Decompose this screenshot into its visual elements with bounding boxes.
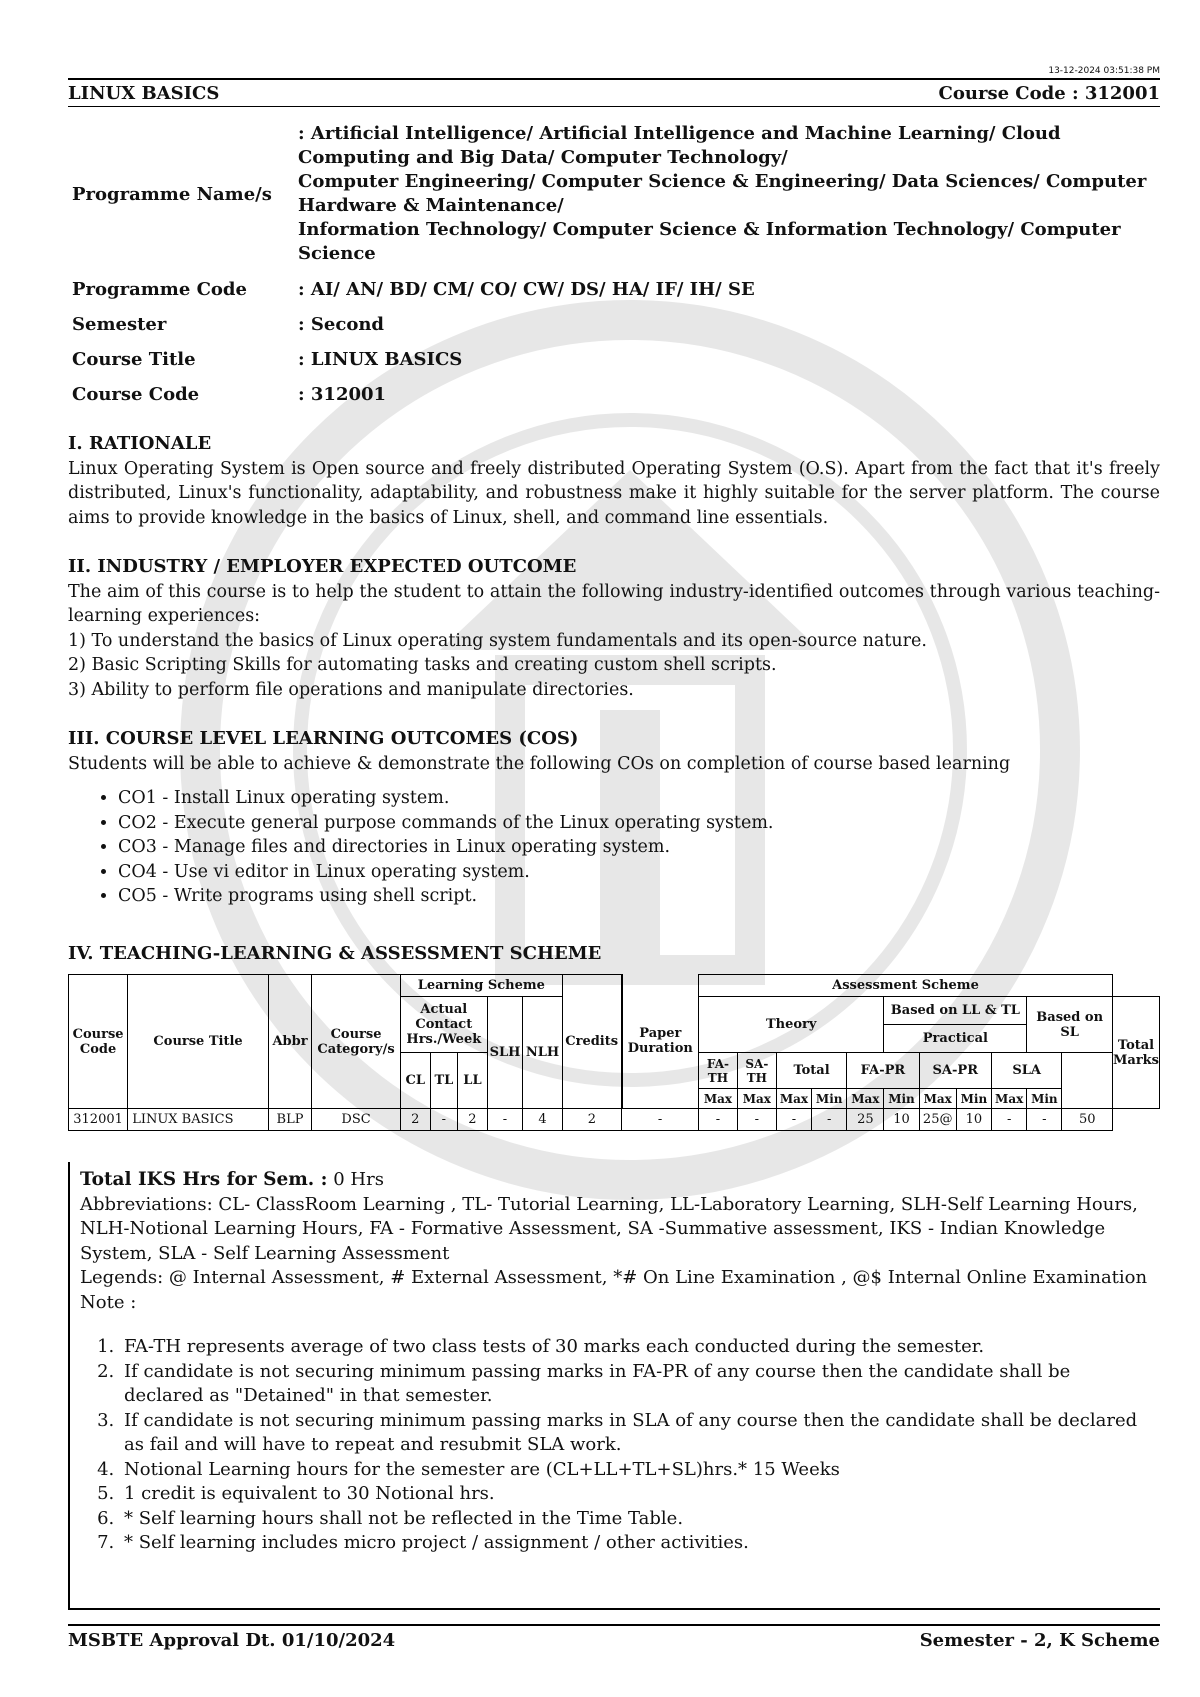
rationale-text: Linux Operating System is Open source and freely distributed Operating System (O.S). Apart from the fact that it's freely distributed, Linux's functionality, adaptability, and robustness make it highly suitable for the server platform. The course aims to provide knowledge in the basics of Linux, shell, and command line essentials. (68, 458, 1160, 528)
notes-block (68, 1162, 1160, 1610)
programme-name-label: Programme Name/s (72, 183, 272, 205)
footer-approval-date: MSBTE Approval Dt. 01/10/2024 (68, 1630, 396, 1651)
industry-item: 2) Basic Scripting Skills for automating tasks and creating custom shell scripts. (68, 655, 777, 675)
industry-outcome-section (68, 555, 1160, 702)
header-course-title: LINUX BASICS (68, 83, 220, 104)
total-iks-value: 0 Hrs (327, 1169, 384, 1190)
th-nlh: NLH (523, 997, 562, 1109)
table-cell: 10 (956, 1109, 991, 1131)
th-paper-duration: Paper Duration (622, 975, 699, 1109)
th-max: Max (991, 1089, 1026, 1109)
section-heading: I. RATIONALE (68, 433, 212, 454)
th-max: Max (776, 1089, 811, 1109)
th-fa-th: FA-TH (698, 1053, 737, 1089)
list-item: 6. * Self learning hours shall not be reflected in the Time Table. (120, 1507, 1150, 1532)
th-max: Max (698, 1089, 737, 1109)
th-min: Min (956, 1089, 991, 1109)
th-total: Total (776, 1053, 846, 1089)
th-sa-th: SA-TH (737, 1053, 776, 1089)
list-item: 1. FA-TH represents average of two class tests of 30 marks each conducted during the semester. (120, 1335, 1150, 1360)
header-divider (68, 106, 1160, 107)
th-sa-pr: SA-PR (919, 1053, 991, 1089)
table-cell: 4 (523, 1109, 562, 1131)
header-course-code: Course Code : 312001 (938, 83, 1160, 104)
table-cell: - (737, 1109, 776, 1131)
table-cell: 25@ (919, 1109, 956, 1131)
course-outcomes-section (68, 727, 1160, 909)
list-item: • CO2 - Execute general purpose commands of the Linux operating system. (118, 811, 1160, 836)
table-cell: - (812, 1109, 847, 1131)
programme-name-value (298, 122, 1162, 266)
table-cell: 50 (1062, 1109, 1113, 1131)
list-item: • CO4 - Use vi editor in Linux operating system. (118, 860, 1160, 885)
info-label: Programme Code (72, 279, 247, 300)
th-category: Course Category/s (312, 975, 401, 1109)
info-label: Semester (72, 314, 167, 335)
teaching-assessment-table (68, 974, 1160, 1131)
section-heading: IV. TEACHING-LEARNING & ASSESSMENT SCHEME (68, 943, 602, 964)
list-item: 5. 1 credit is equivalent to 30 Notional hrs. (120, 1482, 1150, 1507)
info-label: Course Title (72, 349, 196, 370)
programme-line: Computer Engineering/ Computer Science & Engineering/ Data Sciences/ Computer Hardware & Maintenance/ (298, 171, 1147, 216)
th-practical: Practical (884, 1025, 1027, 1053)
note-label: Note : (80, 1291, 137, 1313)
total-iks-label: Total IKS Hrs for Sem. : (80, 1169, 328, 1190)
info-value: : LINUX BASICS (298, 348, 463, 370)
course-info-block (72, 116, 1162, 412)
notes-list (120, 1335, 1150, 1556)
page-footer (68, 1624, 1160, 1651)
page-header (68, 78, 1160, 104)
table-cell: 25 (847, 1109, 884, 1131)
th-based-sl: Based on SL (1027, 997, 1113, 1053)
th-ll: LL (458, 1053, 488, 1109)
table-cell: - (430, 1109, 458, 1131)
table-cell: - (776, 1109, 811, 1131)
th-course-code: Course Code (69, 975, 128, 1109)
th-assessment-scheme: Assessment Scheme (698, 975, 1112, 997)
list-item: 4. Notional Learning hours for the semester are (CL+LL+TL+SL)hrs.* 15 Weeks (120, 1458, 1150, 1483)
outcomes-intro: Students will be able to achieve & demonstrate the following COs on completion of course based learning (68, 753, 1011, 774)
course-title-row (72, 342, 1162, 377)
th-min: Min (884, 1089, 919, 1109)
th-course-title: Course Title (128, 975, 269, 1109)
legends-text: Legends: @ Internal Assessment, # External Assessment, *# On Line Examination , @$ Internal Online Examination (80, 1267, 1148, 1288)
list-item: • CO3 - Manage files and directories in Linux operating system. (118, 835, 1160, 860)
industry-intro: The aim of this course is to help the student to attain the following industry-identified outcomes through various teaching-learning experiences: (68, 581, 1160, 626)
list-item: • CO5 - Write programs using shell script. (118, 884, 1160, 909)
industry-item: 3) Ability to perform file operations and manipulate directories. (68, 679, 634, 700)
list-item: 2. If candidate is not securing minimum passing marks in FA-PR of any course then the candidate shall be declared as "Detained" in that semester. (120, 1360, 1150, 1409)
th-total-marks: Total Marks (1113, 997, 1160, 1109)
th-theory: Theory (698, 997, 883, 1053)
table-cell: 2 (458, 1109, 488, 1131)
list-item: • CO1 - Install Linux operating system. (118, 786, 1160, 811)
print-timestamp: 13-12-2024 03:51:38 PM (1048, 66, 1160, 76)
th-actual-contact: Actual Contact Hrs./Week (400, 997, 487, 1053)
list-item: 3. If candidate is not securing minimum passing marks in SLA of any course then the candidate shall be declared as fail and will have to repeat and resubmit SLA work. (120, 1409, 1150, 1458)
info-label: Course Code (72, 384, 200, 405)
list-item: 7. * Self learning includes micro project / assignment / other activities. (120, 1531, 1150, 1556)
th-fa-pr: FA-PR (847, 1053, 919, 1089)
th-max: Max (919, 1089, 956, 1109)
th-credits: Credits (562, 975, 621, 1109)
table-cell: DSC (312, 1109, 401, 1131)
table-cell: - (622, 1109, 699, 1131)
rationale-section (68, 432, 1160, 530)
table-cell: LINUX BASICS (128, 1109, 269, 1131)
th-min: Min (812, 1089, 847, 1109)
table-row (69, 1109, 1160, 1131)
th-learning-scheme: Learning Scheme (400, 975, 562, 997)
table-cell: 10 (884, 1109, 919, 1131)
footer-semester-scheme: Semester - 2, K Scheme (919, 1630, 1160, 1651)
industry-item: 1) To understand the basics of Linux operating system fundamentals and its open-source nature. (68, 630, 927, 651)
info-value: : AI/ AN/ BD/ CM/ CO/ CW/ DS/ HA/ IF/ IH/ SE (298, 278, 755, 300)
course-code-row (72, 377, 1162, 412)
table-cell: - (1027, 1109, 1062, 1131)
section-heading: III. COURSE LEVEL LEARNING OUTCOMES (COS) (68, 728, 579, 749)
programme-line: Information Technology/ Computer Science & Information Technology/ Computer Science (298, 219, 1121, 264)
table-cell: - (991, 1109, 1026, 1131)
th-max: Max (847, 1089, 884, 1109)
scheme-section-heading-wrap (68, 942, 1160, 967)
th-min: Min (1027, 1089, 1062, 1109)
abbreviations-text: Abbreviations: CL- ClassRoom Learning , TL- Tutorial Learning, LL-Laboratory Learning, SLH-Self Learning Hours, NLH-Notional Learning Hours, FA - Formative Assessment, SA -Summative assessment, IKS - Indian Knowledge System, SLA - Self Learning Assessment (80, 1193, 1138, 1264)
total-iks-line (80, 1168, 1150, 1193)
table-cell: - (487, 1109, 523, 1131)
th-based-ll-tl: Based on LL & TL (884, 997, 1027, 1025)
th-tl: TL (430, 1053, 458, 1109)
table-cell: 2 (562, 1109, 621, 1131)
th-abbr: Abbr (268, 975, 311, 1109)
info-value: : Second (298, 313, 385, 335)
table-cell: 312001 (69, 1109, 128, 1131)
programme-name-row (72, 116, 1162, 272)
table-cell: BLP (268, 1109, 311, 1131)
semester-row (72, 307, 1162, 342)
info-value: : 312001 (298, 383, 387, 405)
programme-line: : Artificial Intelligence/ Artificial Intelligence and Machine Learning/ Cloud Computing and Big Data/ Computer Technology/ (298, 123, 1061, 168)
table-cell: 2 (400, 1109, 430, 1131)
programme-code-row (72, 272, 1162, 307)
th-max: Max (737, 1089, 776, 1109)
th-sla: SLA (991, 1053, 1061, 1089)
section-heading: II. INDUSTRY / EMPLOYER EXPECTED OUTCOME (68, 556, 577, 577)
th-slh: SLH (487, 997, 523, 1109)
table-cell: - (698, 1109, 737, 1131)
th-cl: CL (400, 1053, 430, 1109)
outcomes-list (108, 786, 1160, 909)
